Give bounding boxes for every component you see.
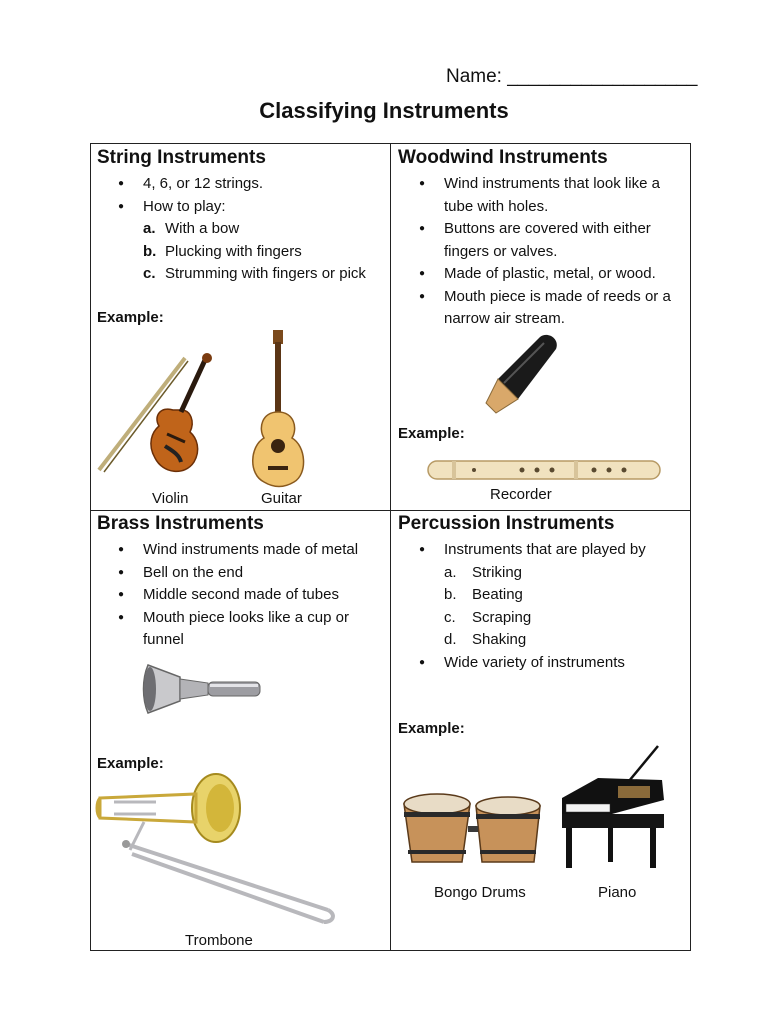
list-letter: a. — [143, 220, 156, 237]
list-item: ● Buttons are covered with either fingers or valves. — [398, 218, 688, 263]
violin-image — [95, 350, 225, 485]
guitar-image — [244, 328, 312, 490]
list-item — [143, 263, 387, 286]
list-item: ● Wide variety of instruments — [398, 652, 688, 675]
string-heading: String Instruments — [97, 147, 266, 168]
list-item-text: How to play: — [143, 197, 226, 215]
percussion-instruments-cell — [398, 513, 688, 674]
name-field[interactable]: Name: __________________ — [446, 66, 698, 87]
list-item-text: Scraping — [472, 608, 532, 626]
list-letter: d. — [444, 631, 457, 648]
list-letter: b. — [444, 586, 457, 603]
list-letter: c. — [143, 265, 156, 282]
woodwind-example-label: Example: — [398, 425, 465, 442]
list-item-text: Instruments that are played by — [444, 541, 646, 558]
list-item — [444, 562, 688, 585]
list-item-text: With a bow — [165, 220, 240, 237]
woodwind-heading: Woodwind Instruments — [398, 147, 608, 168]
string-instruments-cell — [97, 147, 387, 286]
page-title: Classifying Instruments — [259, 98, 509, 123]
list-item: ● Wind instruments made of metal — [97, 539, 387, 562]
recorder-image — [424, 455, 664, 485]
list-item-text: Plucking with fingers — [165, 242, 302, 260]
list-item — [444, 607, 688, 630]
list-item — [143, 241, 387, 264]
string-play-methods — [143, 218, 387, 286]
brass-heading: Brass Instruments — [97, 513, 264, 534]
list-item-text: Beating — [472, 586, 523, 603]
list-item: ● Bell on the end — [97, 562, 387, 585]
list-item — [444, 629, 688, 652]
piano-caption: Piano — [598, 884, 637, 901]
woodwind-instruments-cell — [398, 147, 688, 331]
bongo-drums-image — [400, 790, 545, 870]
brass-example-label: Example: — [97, 755, 164, 772]
list-item-text: Shaking — [472, 631, 527, 648]
percussion-play-methods — [444, 562, 688, 652]
mouthpiece-reed-image — [478, 333, 568, 419]
bongo-drums-caption: Bongo Drums — [434, 884, 526, 901]
woodwind-bullets — [398, 173, 688, 331]
list-item-text: Strumming with fingers or pick — [165, 265, 366, 282]
brass-mouthpiece-image — [140, 655, 265, 723]
piano-image — [558, 742, 668, 874]
list-item — [398, 539, 688, 652]
list-item: ● Mouth piece looks like a cup or funnel — [97, 607, 387, 652]
brass-bullets — [97, 539, 387, 652]
percussion-bullets — [398, 539, 688, 674]
table-vertical-divider — [390, 143, 391, 951]
list-item: ● Wind instruments that look like a tube with holes. — [398, 173, 688, 218]
list-item-text: Striking — [472, 563, 523, 581]
list-item — [97, 196, 387, 286]
list-item: ● Middle second made of tubes — [97, 584, 387, 607]
trombone-caption: Trombone — [185, 932, 253, 949]
list-item: ● Made of plastic, metal, or wood. — [398, 263, 688, 286]
list-letter: a. — [444, 563, 457, 581]
list-letter: b. — [143, 242, 157, 260]
list-item: ● Mouth piece is made of reeds or a narrow air stream. — [398, 286, 688, 331]
violin-caption: Violin — [152, 490, 189, 507]
brass-instruments-cell — [97, 513, 387, 652]
trombone-image — [96, 772, 336, 932]
list-item — [444, 584, 688, 607]
recorder-caption: Recorder — [490, 486, 552, 503]
string-example-label: Example: — [97, 309, 164, 326]
list-item: ● 4, 6, or 12 strings. — [97, 173, 387, 196]
string-bullets — [97, 173, 387, 286]
list-item — [143, 218, 387, 241]
table-horizontal-divider — [90, 510, 691, 511]
percussion-example-label: Example: — [398, 720, 465, 737]
list-letter: c. — [444, 608, 456, 626]
percussion-heading: Percussion Instruments — [398, 513, 615, 534]
guitar-caption: Guitar — [261, 490, 302, 507]
